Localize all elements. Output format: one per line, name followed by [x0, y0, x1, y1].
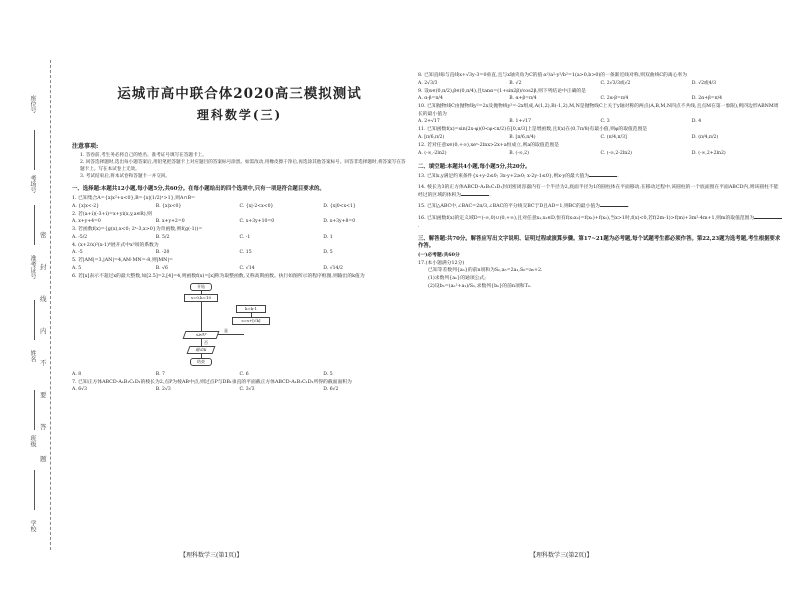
option-a: A. -5 [72, 250, 83, 256]
option-row [72, 249, 407, 257]
question-stem: 8. 已知直线l与直线x+√3y-3=0垂直,且与x轴夹角为C的值:x²/a²-y²/b²=1(a>0,b>0)的一条渐近线对称,则双曲线C的离心率为 [418, 73, 688, 78]
flow-start: 开始 [190, 283, 212, 291]
option-b: B. x+y+2=0 [155, 219, 185, 225]
seal-char: 答 [40, 423, 47, 431]
question-stem: 9. 设α∈(0,π/2),β∈(0,π/4),且tanα=(1+sin2β)/cos2β,则下列结论中正确的是 [418, 88, 586, 94]
answer-blank [754, 215, 782, 219]
option-c: C. 3√3 [239, 387, 255, 393]
option-d: D. 5 [323, 371, 333, 377]
question-2 [72, 211, 407, 227]
seal-char: 线 [40, 295, 47, 303]
option-c: C. √14 [239, 265, 255, 271]
question-10 [418, 103, 783, 126]
question-5 [72, 257, 407, 273]
exam-title: 运城市高中联合体2020高三模拟测试 [117, 86, 362, 102]
flow-arrow [201, 301, 202, 331]
option-c: C. (-∞,2-2ln2) [600, 150, 632, 156]
sub-question-1: (1)求数列{aₙ}的通项公式; [428, 275, 486, 281]
question-stem: 16. 已知函数f(x)的定义域D=(-∞,0)∪(0,+∞),且对任意x₁,x₂∈D,恒有f(x₁x₂)=f(x₁)+f(x₂),当x>1时,f(x)<0,若f(2m-1)>f(m)+3m²-4m+1,则m的取值范围为 [418, 215, 755, 221]
option-row [418, 150, 783, 158]
binding-line [50, 60, 51, 550]
flow-no-label: 否 [204, 339, 208, 345]
question-1 [72, 195, 407, 211]
option-b: B. √6 [155, 265, 168, 271]
option-row [72, 203, 407, 211]
question-stem: 2. 若(a+i)(-3+i)=x+yi(x,y,a∈R),则 [72, 211, 152, 217]
question-15: 15. 已知△ABC中,∠BAC=2π/3,∠BAC的平分线交BC于D且AD=1,则BC的最小值为 . [418, 204, 630, 210]
question-7 [72, 379, 407, 395]
section-heading-choice: 一、选择题:本题共12小题,每小题5分,共60分。在每小题给出的四个选项中,只有一项是符合题目要求的。 [72, 186, 325, 192]
option-b: B. 5/2 [155, 234, 170, 240]
question-11 [418, 126, 783, 142]
notice-block [72, 141, 407, 180]
seal-char: 题 [40, 455, 47, 463]
option-b: B. α+β=π/4 [509, 96, 537, 102]
margin-label-seat: 座位号 [29, 95, 36, 113]
seal-char: 内 [40, 327, 47, 335]
option-d: D. √14/2 [323, 265, 343, 271]
notice-heading: 注意事项: [72, 143, 99, 150]
option-c: C. 6 [239, 371, 249, 377]
option-c: C. 3 [600, 119, 610, 125]
option-c: C. -1 [239, 234, 251, 240]
page-footer-right: 【理科数学三(第2页)】 [530, 552, 593, 559]
notice-item: 2. 回答选择题时,选出每小题答案后,用铅笔把答题卡上对应题目的答案标号涂黑。如需改动,用橡皮擦干净后,再选涂其他答案标号。回答非选择题时,将答案写在答题卡上。写在本试卷上无效。 [80, 160, 406, 172]
question-6 [72, 273, 407, 379]
option-b: B. √2 [509, 80, 522, 86]
answer-blank [461, 192, 489, 196]
section-heading-solution: 三、解答题:共70分。解答应写出文字说明、证明过程或演算步骤。第17~21题为必考题,每个试题考生都必须作答。第22,23题为选考题,考生根据要求作答。 [418, 236, 781, 250]
question-9 [418, 88, 783, 104]
option-a: A. {x|x<-2} [72, 203, 100, 209]
option-a: A. 5 [72, 265, 82, 271]
required-heading: (一)必考题:共60分 [418, 252, 460, 259]
right-column [418, 72, 783, 290]
flow-output: 输出k [187, 346, 216, 354]
sub-question-2: (2)设bₙ=(aₙ²+a₁)/Sₙ,求数列{bₙ}的前n项和Tₙ. [428, 283, 532, 289]
option-d: D. 5 [323, 250, 333, 256]
margin-label-class: 班级 [29, 435, 36, 447]
margin-field-name [34, 300, 35, 340]
option-b: B. [π/6,π/4) [509, 134, 536, 140]
option-c: C. 15 [239, 250, 252, 256]
margin-field-exam-id [34, 205, 35, 245]
option-b: B. 7 [155, 371, 165, 377]
flow-end: 结束 [190, 358, 212, 366]
option-d: D. 1 [323, 234, 333, 240]
option-row [418, 95, 783, 103]
margin-label-name: 姓名 [29, 350, 36, 362]
question-stem: 3. 若函数f(x)={g(x),x<0; 2ˣ-3,x>0}为奇函数,则f(g(-1))= [72, 227, 203, 233]
flow-arrow [201, 353, 202, 358]
margin-label-exam-id: 准考证号 [29, 255, 36, 279]
flow-step2: s=s+[√k] [232, 317, 270, 325]
question-stem: 12. 若对任意x∈(0,+∞),xeˣ-2lnx>2x+a恒成立,则a的取值范围是 [418, 142, 560, 148]
option-d: D. 6√2 [323, 387, 339, 393]
option-b: B. 1+√17 [509, 119, 532, 125]
flow-yes-label: 是 [224, 327, 228, 333]
question-stem: 6. 若[x]表示不超过x的最大整数,如[2.5]=2,[4]=4,则函数f(x)=[x]称为取整函数,又称高斯函数。执行如图所示的程序框图,则输出的k值为 [72, 273, 365, 279]
margin-label-school: 学校 [29, 520, 36, 532]
question-13: 13. 已知x,y满足约束条件{x+y-2≤0; 3x-y+2≥0; x-2y-1≤0},则x-y的最大值为 . [418, 173, 619, 179]
option-c: C. 2√3/3或√2 [600, 80, 631, 86]
question-3 [72, 226, 407, 242]
question-16: 16. 已知函数f(x)的定义域D=(-∞,0)∪(0,+∞),且对任意x₁,x₂∈D,恒有f(x₁x₂)=f(x₁)+f(x₂),当x>1时,f(x)<0,若f(2m-1)>f(m)+3m²-4m+1,则m的取值范围为. [418, 215, 783, 230]
option-d: D. 2α+β=π/4 [691, 96, 723, 102]
option-a: A. (-∞,-2ln2) [418, 150, 447, 156]
option-c: C. x+3y+10=0 [239, 219, 275, 225]
flow-step1: k=k-1 [236, 305, 266, 313]
option-b: B. {x|x<0} [155, 203, 182, 209]
notice-item: 1. 答卷前,考生务必将自己的姓名、准考证号填写在答题卡上。 [80, 153, 207, 158]
option-a: A. [π/6,π/2) [418, 134, 445, 140]
question-8 [418, 72, 783, 88]
option-row [72, 218, 407, 226]
option-a: A. 2+√17 [418, 119, 440, 125]
option-d: D. 4 [691, 119, 702, 125]
option-d: D. x+3y+8=0 [323, 219, 356, 225]
notice-item: 3. 考试结束后,将本试卷和答题卡一并交回。 [80, 174, 170, 179]
question-stem: 4. (x+2/x)²(x-1)⁶展开式中x³项的系数为 [72, 242, 159, 248]
option-a: A. x+y+4=0 [72, 219, 101, 225]
question-stem: 已知等差数列{aₙ}的前n项和为Sₙ,a₅=2a₁,S₆=a₆+2. [428, 268, 543, 274]
margin-label-room: 考场号 [29, 175, 36, 193]
option-a: A. -5/2 [72, 234, 88, 240]
option-a: A. 8 [72, 371, 82, 377]
option-b: B. 2√3 [155, 387, 171, 393]
option-c: C. 2α-β=π/4 [600, 96, 629, 102]
option-a: A. 2√3/3 [418, 80, 438, 86]
margin-field-room [34, 130, 35, 170]
question-stem: 11. 已知函数f(x)=sin(2x-φ)(0<φ<π/2)在[0,π/3]上是增函数,且f(x)在(0,7π/8)有最小值,则φ的取值范围是 [418, 127, 648, 133]
question-stem: 14. 棱长为3的正方体ABCD-A₁B₁C₁D₁封闭密闭容器内有一个半径为2,底面半径为1的圆柱体在平面移动,在移动过程中,该圆柱的一个底面围在平面ABCD内,则该圆柱不能经过的区域的体积为 [418, 185, 779, 198]
page-footer-left: 【理科数学三(第1页)】 [180, 552, 243, 559]
question-12 [418, 142, 783, 158]
option-a: A. 6√3 [72, 387, 88, 393]
binding-margin [0, 0, 62, 606]
option-c: C. (π/4,π/3] [600, 134, 627, 140]
option-row [72, 386, 407, 394]
question-stem: 13. 已知x,y满足约束条件{x+y-2≤0; 3x-y+2≥0; x-2y-1≤0},则x-y的最大值为 [418, 173, 590, 179]
question-stem: 10. 已知抛物线C由抛物线y²=2x及抛物线y²=-2x组成,A(1,2),B(-1,2),M,N是抛物线C上关于y轴对称的两点(A,B,M,N四点不共线,且点M在第一象限),则四边形ABNM周长的最小值为 [418, 104, 779, 117]
option-d: D. √2或4/3 [691, 80, 717, 86]
exam-subtitle: 理科数学(三) [196, 108, 283, 122]
margin-field-class [34, 390, 35, 430]
flow-init: s=0,k=10 [184, 294, 218, 302]
section-heading-fill: 二、填空题:本题共4小题,每小题5分,共20分。 [418, 163, 531, 170]
flow-arrow [251, 312, 252, 317]
left-column [72, 72, 407, 394]
question-stem: 7. 已知正方体ABCD-A₁B₁C₁D₁的棱长为2,点P为棱AB中点,则过点P与DB₁垂直的平面截正方体ABCD-A₁B₁C₁D₁所得的截面面积为 [72, 379, 352, 385]
flowchart [132, 283, 282, 369]
option-row [72, 234, 407, 242]
question-title: 17.(本小题满分12分) [418, 260, 465, 266]
question-14: 14. 棱长为3的正方体ABCD-A₁B₁C₁D₁封闭密闭容器内有一个半径为2,底面半径为1的圆柱体在平面移动,在移动过程中,该圆柱的一个底面围在平面ABCD内,则该圆柱不能经过的区域的体积为 . [418, 185, 779, 198]
question-stem: 1. 已知集合A={x|x²+x<0},B={x|(1/2)ˣ>1},则A∩B= [72, 196, 196, 201]
option-row [72, 265, 407, 273]
flow-arrow [201, 338, 202, 346]
option-row [418, 134, 783, 142]
seal-char: 不 [40, 359, 47, 367]
flow-cond: s≥0? [183, 331, 220, 339]
option-b: B. -20 [155, 250, 170, 256]
option-c: C. {x|-2<x<0} [239, 203, 274, 209]
answer-blank [600, 203, 628, 207]
option-a: A. α-β=π/4 [418, 96, 443, 102]
question-17 [418, 260, 783, 290]
question-4 [72, 242, 407, 258]
question-stem: 5. 若|AM|=3,|AN|=4,AM·MN=-8,则|MN|= [72, 258, 173, 264]
option-row [72, 371, 407, 379]
option-row [418, 118, 783, 126]
option-d: D. (π/4,π/2) [691, 134, 719, 140]
answer-blank [589, 173, 617, 177]
option-row [418, 80, 783, 88]
seal-char: 密 [40, 231, 47, 239]
seal-char: 封 [40, 263, 47, 271]
question-stem: 15. 已知△ABC中,∠BAC=2π/3,∠BAC的平分线交BC于D且AD=1,则BC的最小值为 [418, 204, 600, 210]
margin-field-school [34, 470, 35, 510]
option-d: D. (-∞,2+2ln2) [691, 150, 726, 156]
flow-arrow [218, 334, 244, 335]
option-b: B. (-∞,2) [509, 150, 529, 156]
seal-char: 要 [40, 391, 47, 399]
option-d: D. {x|0<x<1} [323, 203, 356, 209]
